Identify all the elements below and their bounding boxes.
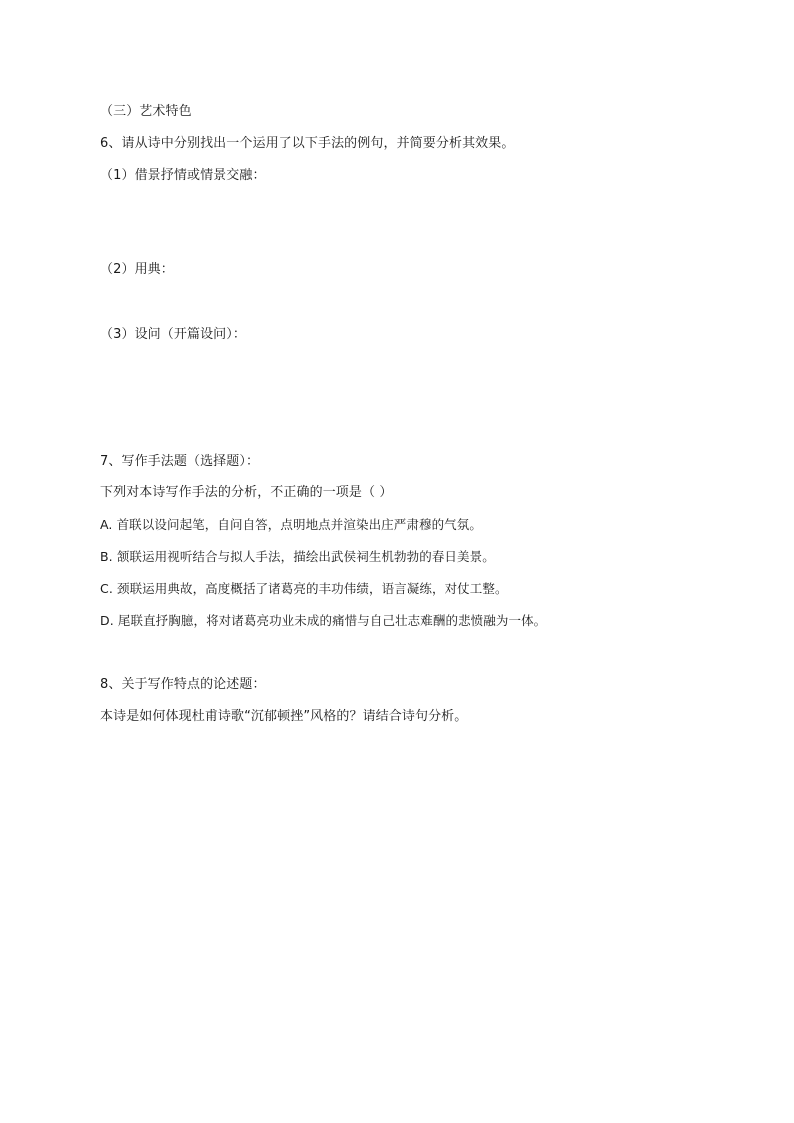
question-7-option-c: C. 颈联运用典故，高度概括了诸葛亮的丰功伟绩，语言凝练，对仗工整。	[100, 581, 508, 596]
question-6-prompt: 6、请从诗中分别找出一个运用了以下手法的例句，并简要分析其效果。	[100, 136, 515, 151]
question-7-option-b: B. 颔联运用视听结合与拟人手法，描绘出武侯祠生机勃勃的春日美景。	[100, 549, 495, 564]
question-7-option-a: A. 首联以设问起笔，自问自答，点明地点并渲染出庄严肃穆的气氛。	[100, 517, 482, 532]
question-7-option-d: D. 尾联直抒胸臆，将对诸葛亮功业未成的痛惜与自己壮志难酬的悲愤融为一体。	[100, 613, 547, 628]
question-7-title: 7、写作手法题（选择题）：	[100, 454, 260, 469]
question-8-title: 8、关于写作特点的论述题：	[100, 677, 266, 692]
question-6-item-1: （1）借景抒情或情景交融：	[100, 168, 266, 183]
question-7-prompt: 下列对本诗写作手法的分析，不正确的一项是（ ）	[100, 485, 393, 500]
question-8-prompt: 本诗是如何体现杜甫诗歌“沉郁顿挫”风格的？请结合诗句分析。	[100, 709, 468, 724]
question-6-item-3: （3）设问（开篇设问）：	[100, 327, 246, 342]
section-heading: （三）艺术特色	[100, 104, 192, 119]
question-6-item-2: （2）用典：	[100, 262, 174, 277]
